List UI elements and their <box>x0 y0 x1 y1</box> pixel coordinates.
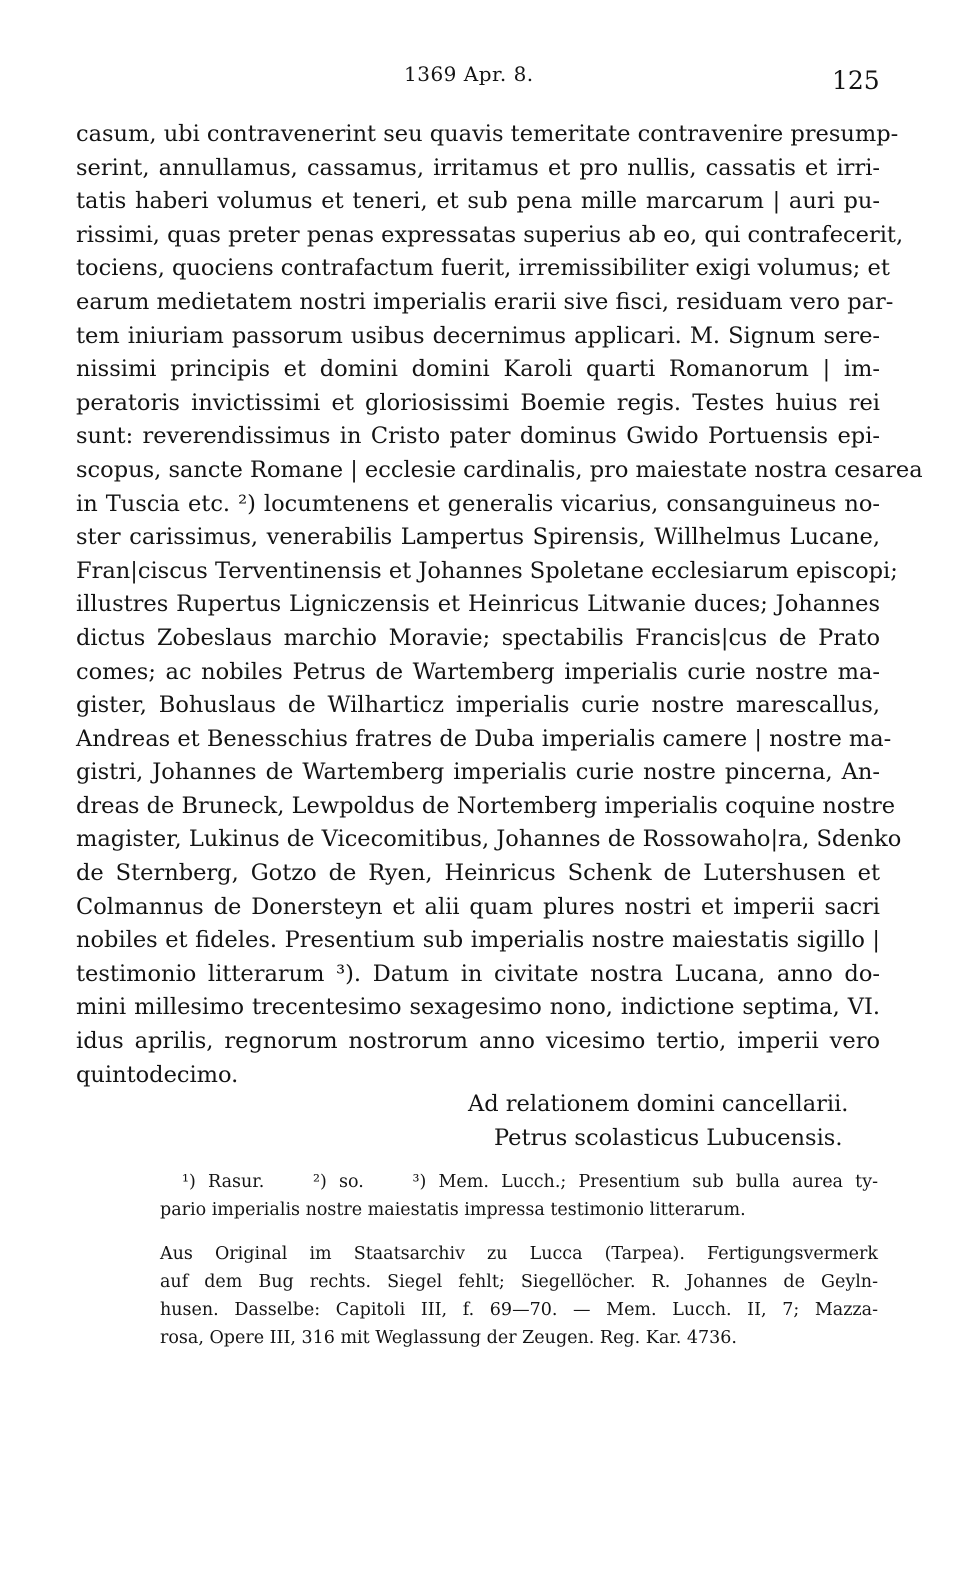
body-line: serint, annullamus, cassamus, irritamus et pro nullis, cassatis et irri- <box>76 154 880 181</box>
body-line: tatis haberi volumus et teneri, et sub pena mille marcarum | auri pu- <box>76 188 880 215</box>
source-line: rosa, Opere III, 316 mit Weglassung der Zeugen. Reg. Kar. 4736. <box>160 1328 737 1348</box>
body-line: earum medietatem nostri imperialis erarii sive fisci, residuam vero par- <box>76 288 894 315</box>
body-line: scopus, sancte Romane | ecclesie cardinalis, pro maiestate nostra cesarea <box>76 456 923 483</box>
body-line: nobiles et fideles. Presentium sub imperialis nostre maiestatis sigillo | <box>76 927 880 954</box>
body-line: testimonio litterarum ³). Datum in civitate nostra Lucana, anno do- <box>76 960 880 987</box>
body-line: peratoris invictissimi et gloriosissimi Boemie regis. Testes huius rei <box>76 389 880 416</box>
source-line: Aus Original im Staatsarchiv zu Lucca (Tarpea). Fertigungsvermerk <box>160 1244 878 1264</box>
charter-body-text <box>76 118 923 1092</box>
body-line: ster carissimus, venerabilis Lampertus Spirensis, Willhelmus Lucane, <box>76 524 880 551</box>
body-line: rissimi, quas preter penas expressatas superius ab eo, qui contrafecerit, <box>76 221 904 248</box>
body-line: dictus Zobeslaus marchio Moravie; spectabilis Francis|cus de Prato <box>76 624 880 651</box>
body-line: Fran|ciscus Terventinensis et Johannes Spoletane ecclesiarum episcopi; <box>76 557 898 584</box>
source-note <box>160 1240 878 1352</box>
body-line: gister, Bohuslaus de Wilharticz imperialis curie nostre marescallus, <box>76 692 880 719</box>
footnotes <box>160 1168 878 1224</box>
body-line: Andreas et Benesschius fratres de Duba imperialis camere | nostre ma- <box>76 725 892 752</box>
footnote-line: ¹) Rasur. ²) so. ³) Mem. Lucch.; Presentium sub bulla aurea ty- <box>182 1172 878 1192</box>
body-line: mini millesimo trecentesimo sexagesimo nono, indictione septima, VI. <box>76 994 880 1021</box>
body-line: illustres Rupertus Ligniczensis et Heinricus Litwanie duces; Johannes <box>76 591 880 618</box>
body-line: sunt: reverendissimus in Cristo pater dominus Gwido Portuensis epi- <box>76 423 880 450</box>
footnote-line: pario imperialis nostre maiestatis impressa testimonio litterarum. <box>160 1200 746 1220</box>
body-line: nissimi principis et domini domini Karoli quarti Romanorum | im- <box>76 356 880 383</box>
body-line: idus aprilis, regnorum nostrorum anno vicesimo tertio, imperii vero <box>76 1028 880 1055</box>
body-line: gistri, Johannes de Wartemberg imperialis curie nostre pincerna, An- <box>76 759 880 786</box>
scribe-signature: Petrus scolasticus Lubucensis. <box>494 1125 843 1151</box>
body-line: in Tuscia etc. ²) locumtenens et generalis vicarius, consanguineus no- <box>76 490 880 517</box>
body-line: magister, Lukinus de Vicecomitibus, Johannes de Rossowaho|ra, Sdenko <box>76 826 902 853</box>
body-line: de Sternberg, Gotzo de Ryen, Heinricus Schenk de Lutershusen et <box>76 860 880 887</box>
body-line: quintodecimo. <box>76 1061 239 1088</box>
page-number: 125 <box>832 66 880 95</box>
body-line: tociens, quociens contrafactum fuerit, irremissibiliter exigi volumus; et <box>76 255 890 282</box>
body-line: comes; ac nobiles Petrus de Wartemberg imperialis curie nostre ma- <box>76 658 880 685</box>
header-date: 1369 Apr. 8. <box>404 62 534 86</box>
body-line: dreas de Bruneck, Lewpoldus de Nortemberg imperialis coquine nostre <box>76 792 896 819</box>
source-line: auf dem Bug rechts. Siegel fehlt; Siegellöcher. R. Johannes de Geyln- <box>160 1272 878 1292</box>
source-line: husen. Dasselbe: Capitoli III, f. 69—70. — Mem. Lucch. II, 7; Mazza- <box>160 1300 878 1320</box>
running-head <box>0 56 960 95</box>
body-line: casum, ubi contravenerint seu quavis temeritate contravenire presump- <box>76 121 899 147</box>
body-line: Colmannus de Donersteyn et alii quam plures nostri et imperii sacri <box>76 893 880 920</box>
chancery-note: Ad relationem domini cancellarii. <box>468 1091 849 1117</box>
body-line: tem iniuriam passorum usibus decernimus applicari. M. Signum sere- <box>76 322 880 349</box>
